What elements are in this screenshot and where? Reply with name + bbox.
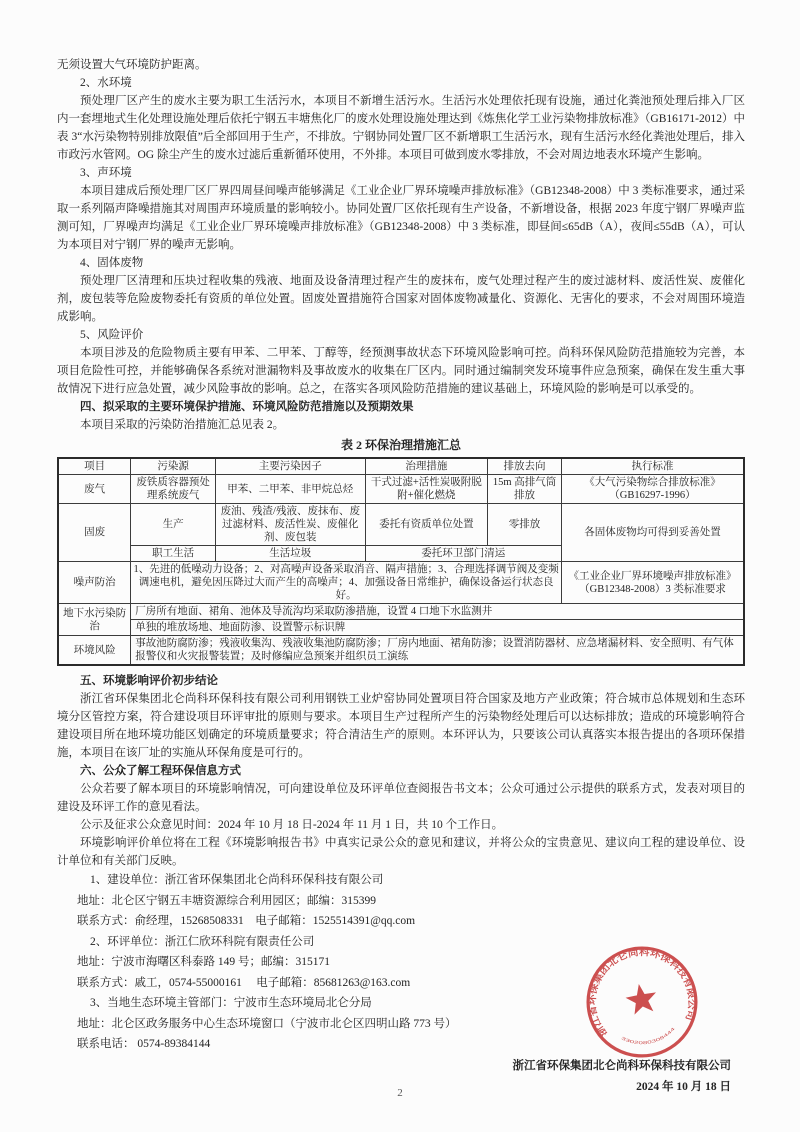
noise-env-paragraph: 本项目建成后预处理厂区厂界四周昼间噪声能够满足《工业企业厂界环境噪声排放标准》（GB12348-2008）中 3 类标准要求，通过采取一系列隔声降噪措施其对周围声环境质量的影响较小。协同处置厂区依托现有生产设备，不新增设备，根据 2023 年度宁钢厂界噪声监测可知，厂界噪声均满足《工业企业厂界环境噪声排放标准》（GB12348-2008）中 3 类标准，即昼间≤65dB（A），夜间≤55dB（A），可认为本项目对宁钢厂界的噪声无影响。 xyxy=(57,185,745,251)
cell-gas-destination: 15m 高排气筒排放 xyxy=(488,475,562,504)
cell-risk-item: 环境风险 xyxy=(58,636,131,666)
signature-date: 2024 年 10 月 18 日 xyxy=(636,1080,731,1093)
eia-unit-address: 地址：宁波市海曙区科泰路 149 号；邮编：315171 xyxy=(77,956,330,968)
cell-gas-standard: 《大气污染物综合排放标准》（GB16297-1996） xyxy=(561,475,744,504)
solid-waste-heading: 4、固体废物 xyxy=(80,257,144,269)
table-row xyxy=(58,636,744,666)
cell-solid-destination1: 零排放 xyxy=(488,504,562,546)
cell-gas-item: 废气 xyxy=(58,475,131,504)
cell-solid-item: 固废 xyxy=(58,504,131,562)
eia-unit-title: 2、环评单位：浙江仁欣环科院有限责任公司 xyxy=(90,935,315,948)
construction-unit-contact: 联系方式：俞经理，15268508331 电子邮箱：1525514391@qq.com xyxy=(77,915,416,927)
cell-solid-standard: 各固体废物均可得到妥善处置 xyxy=(561,504,744,562)
document-body xyxy=(57,56,745,1098)
water-env-paragraph: 预处理厂区产生的废水主要为职工生活污水，本项目不新增生活污水。生活污水处理依托现有设施，通过化粪池预处理后排入厂区内一套埋地式生化处理设施处理后依托宁钢五丰塘焦化厂的废水处理设施处理达到《炼焦化学工业污染物排放标准》（GB16171-2012）中表 3“水污染物特别排放限值”后全部回用于生产，不排放。宁钢协同处置厂区不新增职工生活污水，现有生活污水经化粪池处理后，排入市政污水管网。OG 除尘产生的废水过滤后重新循环使用，不外排。本项目可做到废水零排放，不会对周边地表水环境产生影响。 xyxy=(57,95,745,161)
cell-risk-measures: 事故池防腐防渗；残液收集沟、残液收集池防腐防渗；厂房内地面、裙角防渗；设置消防器材、应急堵漏材料、安全照明、有气体报警仪和火灾报警装置；及时修编应急预案并组织员工演练 xyxy=(131,636,744,666)
cell-noise-measures: 1、先进的低噪动力设备；2、对高噪声设备采取消音、隔声措施；3、合理选择调节阀及变频调速电机，避免因压降过大而产生的高噪声；4、加强设备日常维护，确保设备运行状态良好。 xyxy=(131,562,562,604)
cell-solid-source1: 生产 xyxy=(131,504,216,546)
header-source: 污染源 xyxy=(131,458,216,475)
section5-paragraph: 浙江省环保集团北仑尚科环保科技有限公司利用钢铁工业炉窑协同处置项目符合国家及地方产业政策；符合城市总体规划和生态环境分区管控方案，符合建设项目环评审批的原则与要求。本项目生产过程所产生的污染物经处理后可以达标排放；造成的环境影响符合建设项目所在地环境功能区划确定的环境质量要求；符合清洁生产的原则。本环评认为，只要该公司认真落实本报告提出的各项环保措施，本项目在该厂址的实施从环保角度是可行的。 xyxy=(57,693,745,759)
table-row xyxy=(58,604,744,620)
table-row xyxy=(58,504,744,546)
treatment-measures-table xyxy=(57,457,745,666)
contacts-block xyxy=(57,870,745,1055)
eia-unit-contact: 联系方式：戚工，0574-55000161 电子邮箱：85681263@163.com xyxy=(77,976,411,989)
cell-solid-source2: 职工生活 xyxy=(131,546,216,562)
cell-solid-factors1: 废油、残渣/残液、废抹布、废过滤材料、废活性炭、废催化剂、废包装 xyxy=(216,504,366,546)
header-measure: 治理措施 xyxy=(365,458,488,475)
construction-unit-title: 1、建设单位：浙江省环保集团北仑尚科环保科技有限公司 xyxy=(90,874,384,886)
header-item: 项目 xyxy=(58,458,131,475)
table-caption: 表 2 环保治理措施汇总 xyxy=(340,438,461,452)
continuation-paragraph: 无须设置大气环境防护距离。 xyxy=(57,59,207,71)
seal-ring-text: 浙江省环保集团北仑尚科环保科技有限公司 xyxy=(587,947,697,1039)
cell-groundwater-row1: 厂房所有地面、裙角、池体及导流沟均采取防渗措施，设置 4 口地下水监测井 xyxy=(131,604,744,620)
table-row xyxy=(58,562,744,604)
solid-waste-paragraph: 预处理厂区清理和压块过程收集的残液、地面及设备清理过程产生的废抹布，废气处理过程产生的废过滤材料、废活性炭、废催化剂，废包装等危险废物委托有资质的单位处置。固废处置措施符合国家对固体废物减量化、资源化、无害化的要求，不会对周围环境造成影响。 xyxy=(57,275,745,323)
section4-heading: 四、拟采取的主要环境保护措施、环境风险防范措施以及预期效果 xyxy=(80,401,414,413)
section6-heading: 六、公众了解工程环保信息方式 xyxy=(80,765,241,777)
water-env-heading: 2、水环境 xyxy=(80,77,132,89)
cell-solid-measure2: 委托环卫部门清运 xyxy=(365,546,561,562)
section5-heading: 五、环境影响评价初步结论 xyxy=(80,675,218,687)
risk-eval-paragraph: 本项目涉及的危险物质主要有甲苯、二甲苯、丁醇等，经预测事故状态下环境风险影响可控。尚科环保风险防范措施较为完善，本项目危险性可控，并能够确保各系统对泄漏物料及事故废水的收集在厂区内。同时通过编制突发环境事件应急预案，确保在发生重大事故情况下进行应急处置，减少风险事故的影响。总之，在落实各项风险防范措施的建议基础上，环境风险的影响是可以承受的。 xyxy=(57,347,745,395)
table-header-row xyxy=(58,458,744,475)
cell-solid-measure1: 委托有资质单位处置 xyxy=(365,504,488,546)
cell-gas-factors: 甲苯、二甲苯、非甲烷总烃 xyxy=(216,475,366,504)
cell-noise-standard: 《工业企业厂界环境噪声排放标准》（GB12348-2008）3 类标准要求 xyxy=(561,562,744,604)
authority-phone: 联系电话： 0574-89384144 xyxy=(77,1038,211,1050)
seal-serial-number: 3302080308444 xyxy=(620,1027,675,1046)
construction-unit-address: 地址：北仑区宁钢五丰塘资源综合利用园区；邮编：315399 xyxy=(77,894,376,907)
table-row xyxy=(58,620,744,636)
header-standard: 执行标准 xyxy=(561,458,744,475)
header-factors: 主要污染因子 xyxy=(216,458,366,475)
authority-title: 3、当地生态环境主管部门：宁波市生态环境局北仑分局 xyxy=(90,997,372,1009)
cell-groundwater-item: 地下水污染防治 xyxy=(58,604,131,636)
cell-solid-factors2: 生活垃圾 xyxy=(216,546,366,562)
header-destination: 排放去向 xyxy=(488,458,562,475)
section6-paragraph2: 公示及征求公众意见时间：2024 年 10 月 18 日-2024 年 11 月 1 日，共 10 个工作日。 xyxy=(80,819,504,831)
section6-paragraph3: 环境影响评价单位将在工程《环境影响报告书》中真实记录公众的意见和建议，并将公众的宝贵意见、建议向工程的建设单位、设计单位和有关部门反映。 xyxy=(57,837,745,867)
section6-paragraph1: 公众若要了解本项目的环境影响情况，可向建设单位及环评单位查阅报告书文本；公众可通过公示提供的联系方式，发表对项目的建设及环评工作的意见看法。 xyxy=(57,783,745,813)
cell-groundwater-row2: 单独的堆放场地、地面防渗、设置警示标识牌 xyxy=(131,620,744,636)
cell-noise-item: 噪声防治 xyxy=(58,562,131,604)
cell-gas-source: 废铁质容器预处理系统废气 xyxy=(131,475,216,504)
signature-company: 浙江省环保集团北仑尚科环保科技有限公司 xyxy=(512,1059,731,1072)
risk-eval-heading: 5、风险评价 xyxy=(80,329,144,341)
table-row xyxy=(58,475,744,504)
section4-intro: 本项目采取的污染防治措施汇总见表 2。 xyxy=(80,419,285,431)
page-number: 2 xyxy=(397,1087,403,1099)
authority-address: 地址：北仑区政务服务中心生态环境窗口（宁波市北仑区四明山路 773 号） xyxy=(77,1017,457,1030)
cell-gas-measure: 干式过滤+活性炭吸附脱附+催化燃烧 xyxy=(365,475,488,504)
noise-env-heading: 3、声环境 xyxy=(80,167,132,179)
